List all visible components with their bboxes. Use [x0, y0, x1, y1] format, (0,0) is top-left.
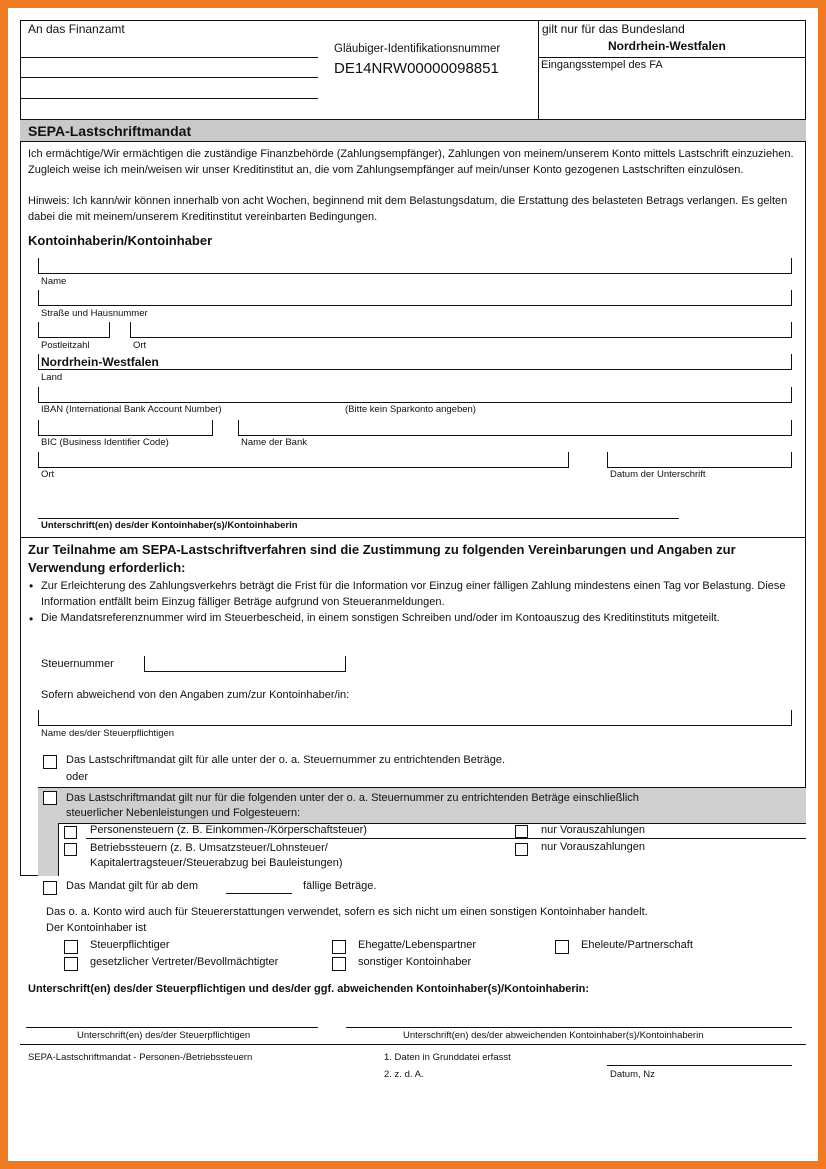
bank-label: Name der Bank	[241, 437, 308, 448]
agreement-bullet-2: Die Mandatsreferenznummer wird im Steuerbescheid, in einem sonstigen Schreiben und/oder im Kontoauszug des Kreditinstituts mitgeteilt.	[41, 612, 720, 624]
option-only-checkbox[interactable]	[43, 791, 57, 805]
taxpayer-signature-line[interactable]	[26, 1027, 318, 1028]
holder-signature-line[interactable]	[38, 518, 679, 519]
state-value: Nordrhein-Westfalen	[608, 39, 726, 53]
holder-taxpayer-checkbox[interactable]	[64, 940, 78, 954]
option-only-line2: steuerlicher Nebenleistungen und Folgesteuern:	[66, 807, 301, 819]
city-field[interactable]	[132, 322, 790, 337]
taxpayer-signature-label: Unterschrift(en) des/der Steuerpflichtigen	[77, 1030, 251, 1041]
holder-couple-label: Eheleute/Partnerschaft	[581, 939, 693, 951]
tax-number-label: Steuernummer	[41, 658, 114, 670]
or-label: oder	[66, 771, 89, 783]
holder-is-label: Der Kontoinhaber ist	[46, 922, 147, 934]
holder-couple-checkbox[interactable]	[555, 940, 569, 954]
country-value: Nordrhein-Westfalen	[41, 355, 159, 369]
holder-representative-checkbox[interactable]	[64, 957, 78, 971]
office-step-1: 1. Daten in Grunddatei erfasst	[384, 1052, 511, 1063]
agreement-bullet-1: Zur Erleichterung des Zahlungsverkehrs beträgt die Frist für die Information vor Einzug einer fälligen Zahlung mindestens einen Tag vor Belastung. Diese Information entfällt beim Einzug fälliger Beträge aufgrund von Steueranmeldungen.	[41, 580, 786, 608]
from-date-field[interactable]	[226, 879, 292, 894]
mandate-hint: Hinweis: Ich kann/wir können innerhalb von acht Wochen, beginnend mit dem Belastungsdatum, die Erstattung des belasteten Betrags verlangen. Es gelten dabei die mit meinem/unserem Kreditinstitut vereinbarten Bedingungen.	[28, 195, 788, 223]
to-label: An das Finanzamt	[28, 22, 125, 36]
postcode-label: Postleitzahl	[41, 340, 90, 351]
holder-spouse-label: Ehegatte/Lebenspartner	[358, 939, 477, 951]
tax-number-field[interactable]	[144, 656, 346, 672]
postcode-field[interactable]	[40, 322, 108, 337]
business-taxes-label-1: Betriebssteuern (z. B. Umsatzsteuer/Lohnsteuer/	[90, 842, 328, 854]
office-date-line[interactable]	[607, 1065, 792, 1066]
holder-heading: Kontoinhaberin/Kontoinhaber	[28, 233, 213, 248]
deviating-label: Sofern abweichend von den Angaben zum/zur Kontoinhaber/in:	[41, 689, 350, 701]
creditor-id-label: Gläubiger-Identifikationsnummer	[334, 43, 501, 55]
personal-taxes-label: Personensteuern (z. B. Einkommen-/Körperschaftsteuer)	[90, 824, 367, 836]
refund-text: Das o. a. Konto wird auch für Steuererstattungen verwendet, sofern es sich nicht um einen sonstigen Kontoinhaber handelt.	[46, 906, 648, 918]
agreement-heading: Zur Teilnahme am SEPA-Lastschriftverfahren sind die Zustimmung zu folgenden Vereinbarungen und Angaben zur Verwendung erforderlich:	[28, 542, 736, 575]
option-only-line1: Das Lastschriftmandat gilt nur für die folgenden unter der o. a. Steuernummer zu entrichtenden Beträge einschließlich	[66, 792, 639, 804]
creditor-id-value: DE14NRW00000098851	[334, 60, 499, 77]
from-date-prefix: Das Mandat gilt für ab dem	[66, 880, 199, 892]
city-label: Ort	[133, 340, 147, 351]
option-all-checkbox[interactable]	[43, 755, 57, 769]
mandate-intro: Ich ermächtige/Wir ermächtigen die zuständige Finanzbehörde (Zahlungsempfänger), Zahlungen von meinem/unserem Konto mittels Lastschrift einzuziehen. Zugleich weise ich mein/weisen wir unser Kreditinstitut an, die vom Zahlungsempfänger auf mein/unser Konto gezogenen Lastschriften einzulösen.	[28, 148, 794, 176]
name-field[interactable]	[40, 258, 790, 273]
bank-field[interactable]	[240, 420, 790, 435]
office-step-2: 2. z. d. A.	[384, 1069, 424, 1080]
date-field[interactable]	[609, 452, 790, 467]
signature-heading: Unterschrift(en) des/der Steuerpflichtigen und des/der ggf. abweichenden Kontoinhaber(s)/Kontoinhaberin:	[28, 983, 590, 995]
street-field-label: Straße und Hausnummer	[41, 308, 148, 319]
business-taxes-label-2: Kapitalertragsteuer/Steuerabzug bei Bauleistungen)	[90, 857, 343, 869]
name-field-label: Name	[41, 276, 67, 287]
personal-taxes-checkbox[interactable]	[64, 826, 77, 839]
other-signature-label: Unterschrift(en) des/der abweichenden Kontoinhaber(s)/Kontoinhaberin	[403, 1030, 704, 1041]
bic-field[interactable]	[40, 420, 211, 435]
holder-signature-label: Unterschrift(en) des/der Kontoinhaber(s)/Kontoinhaberin	[41, 520, 298, 531]
holder-other-checkbox[interactable]	[332, 957, 346, 971]
prepay-only-2-label: nur Vorauszahlungen	[541, 841, 645, 853]
place-label: Ort	[41, 469, 55, 480]
bic-label: BIC (Business Identifier Code)	[41, 437, 169, 448]
business-taxes-checkbox[interactable]	[64, 843, 77, 856]
stamp-label: Eingangsstempel des FA	[541, 59, 663, 71]
holder-taxpayer-label: Steuerpflichtiger	[90, 939, 170, 951]
from-date-checkbox[interactable]	[43, 881, 57, 895]
taxpayer-name-field[interactable]	[40, 710, 790, 725]
office-date-label: Datum, Nz	[610, 1069, 655, 1080]
holder-spouse-checkbox[interactable]	[332, 940, 346, 954]
option-all-label: Das Lastschriftmandat gilt für alle unter der o. a. Steuernummer zu entrichtenden Beträge.	[66, 754, 506, 766]
iban-field[interactable]	[40, 387, 790, 402]
holder-other-label: sonstiger Kontoinhaber	[358, 956, 472, 968]
mandate-title: SEPA-Lastschriftmandat	[28, 123, 192, 139]
prepay-only-1-checkbox[interactable]	[515, 825, 528, 838]
taxpayer-name-label: Name des/der Steuerpflichtigen	[41, 728, 175, 739]
iban-note: (Bitte kein Sparkonto angeben)	[345, 404, 476, 415]
prepay-only-2-checkbox[interactable]	[515, 843, 528, 856]
from-date-suffix: fällige Beträge.	[303, 880, 377, 892]
street-field[interactable]	[40, 290, 790, 305]
iban-label: IBAN (International Bank Account Number)	[41, 404, 222, 415]
holder-representative-label: gesetzlicher Vertreter/Bevollmächtigter	[90, 956, 279, 968]
prepay-only-1-label: nur Vorauszahlungen	[541, 824, 645, 836]
form-name: SEPA-Lastschriftmandat - Personen-/Betriebssteuern	[28, 1052, 253, 1063]
valid-label: gilt nur für das Bundesland	[542, 22, 685, 36]
place-field[interactable]	[40, 452, 567, 467]
date-sig-label: Datum der Unterschrift	[610, 469, 706, 480]
other-signature-line[interactable]	[346, 1027, 792, 1028]
country-label: Land	[41, 372, 63, 383]
